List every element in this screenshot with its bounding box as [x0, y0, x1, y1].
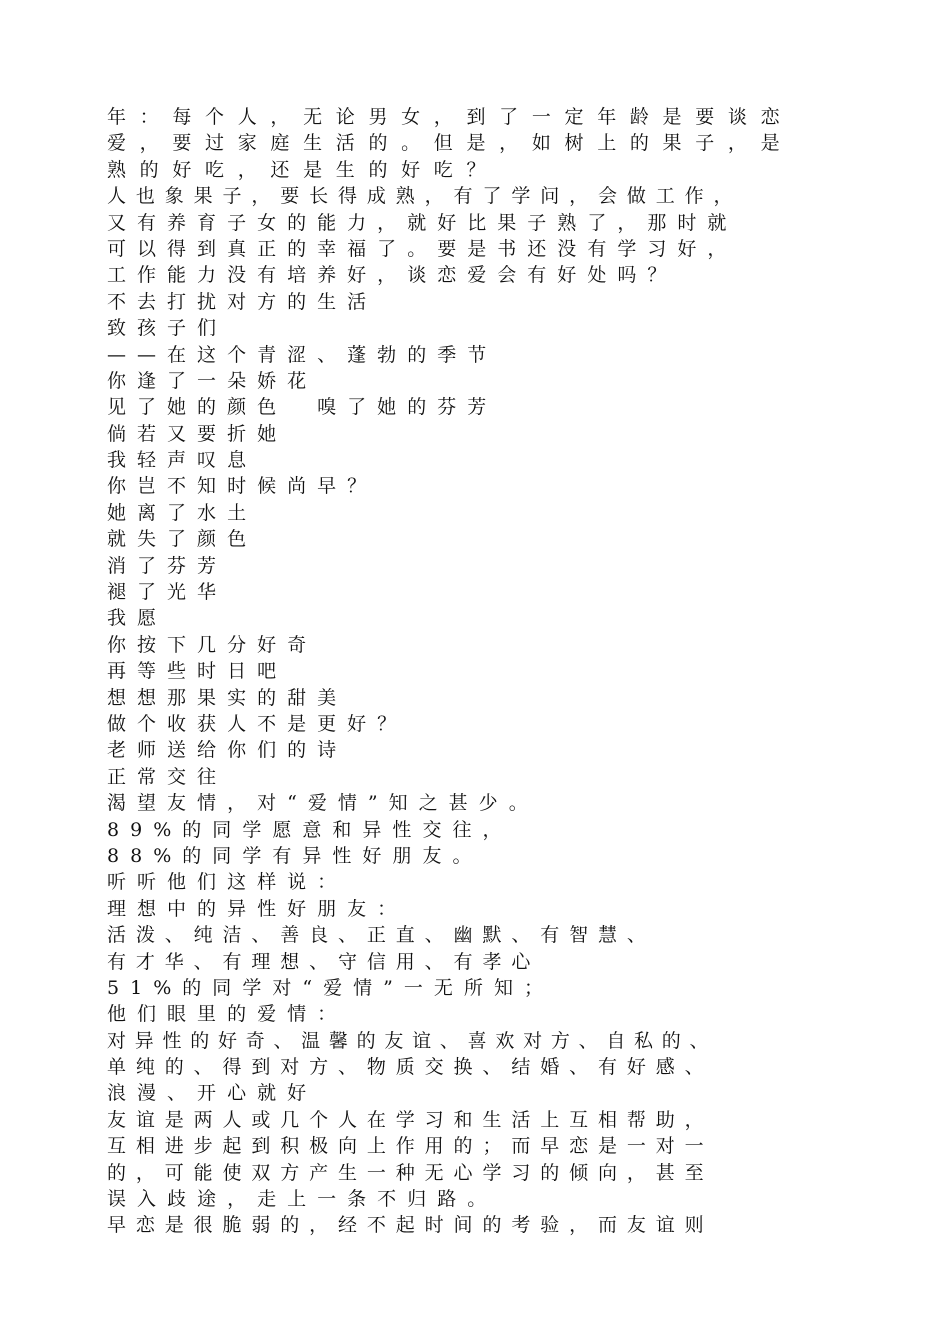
text-line: ——在这个青涩、蓬勃的季节	[107, 343, 498, 366]
text-line: 又有养育子女的能力，就好比果子熟了，那时就	[107, 211, 738, 234]
text-line: 单纯的、得到对方、物质交换、结婚、有好感、	[107, 1056, 714, 1079]
text-line: 有才华、有理想、守信用、有孝心	[107, 950, 541, 973]
text-line: 的，可能使双方产生一种无心学习的倾向，甚至	[107, 1161, 714, 1184]
text-line: 88%的同学有异性好朋友。	[107, 844, 483, 867]
text-line: 89%的同学愿意和异性交往，	[107, 818, 513, 841]
text-line: 正常交往	[107, 765, 228, 788]
text-line: 就失了颜色	[107, 528, 258, 551]
text-line: 见了她的颜色 嗅了她的芬芳	[107, 396, 498, 419]
text-line: 老师送给你们的诗	[107, 739, 348, 762]
text-line: 工作能力没有培养好，谈恋爱会有好处吗？	[107, 264, 678, 287]
text-line: 可以得到真正的幸福了。要是书还没有学习好，	[107, 237, 738, 260]
text-line: 消了芬芳	[107, 554, 228, 577]
text-line: 我愿	[107, 607, 168, 630]
text-line: 我轻声叹息	[107, 449, 258, 472]
text-line: 听听他们这样说：	[107, 871, 348, 894]
document-body	[107, 104, 867, 1239]
text-line: 不去打扰对方的生活	[107, 290, 378, 313]
text-line: 你岂不知时候尚早？	[107, 475, 378, 498]
text-line: 早恋是很脆弱的，经不起时间的考验，而友谊则	[107, 1214, 714, 1237]
text-line: 渴望友情，对“爱情”知之甚少。	[107, 792, 539, 815]
text-line: 想想那果实的甜美	[107, 686, 348, 709]
text-line: 理想中的异性好朋友：	[107, 897, 408, 920]
text-line: 再等些时日吧	[107, 660, 288, 683]
text-line: 误入歧途，走上一条不归路。	[107, 1188, 498, 1211]
text-line: 致孩子们	[107, 317, 228, 340]
text-line: 活泼、纯洁、善良、正直、幽默、有智慧、	[107, 924, 656, 947]
text-line: 倘若又要折她	[107, 422, 288, 445]
text-line: 你按下几分好奇	[107, 633, 318, 656]
text-line: 友谊是两人或几个人在学习和生活上互相帮助，	[107, 1108, 714, 1131]
text-line: 对异性的好奇、温馨的友谊、喜欢对方、自私的、	[107, 1029, 718, 1052]
text-line: 浪漫、开心就好	[107, 1082, 318, 1105]
text-line: 做个收获人不是更好？	[107, 712, 408, 735]
text-line: 你逢了一朵娇花	[107, 369, 318, 392]
text-line: 她离了水土	[107, 501, 258, 524]
text-line: 褪了光华	[107, 581, 228, 604]
text-line: 他们眼里的爱情：	[107, 1003, 348, 1026]
text-line: 熟的好吃，还是生的好吃？	[107, 158, 500, 181]
text-line: 互相进步起到积极向上作用的；而早恋是一对一	[107, 1135, 714, 1158]
text-line: 年：每个人，无论男女，到了一定年龄是要谈恋	[107, 106, 794, 128]
text-line: 51%的同学对“爱情”一无所知；	[107, 976, 554, 999]
text-line: 人也象果子，要长得成熟，有了学问，会做工作，	[107, 185, 743, 208]
text-line: 爱，要过家庭生活的。但是，如树上的果子，是	[107, 132, 794, 155]
